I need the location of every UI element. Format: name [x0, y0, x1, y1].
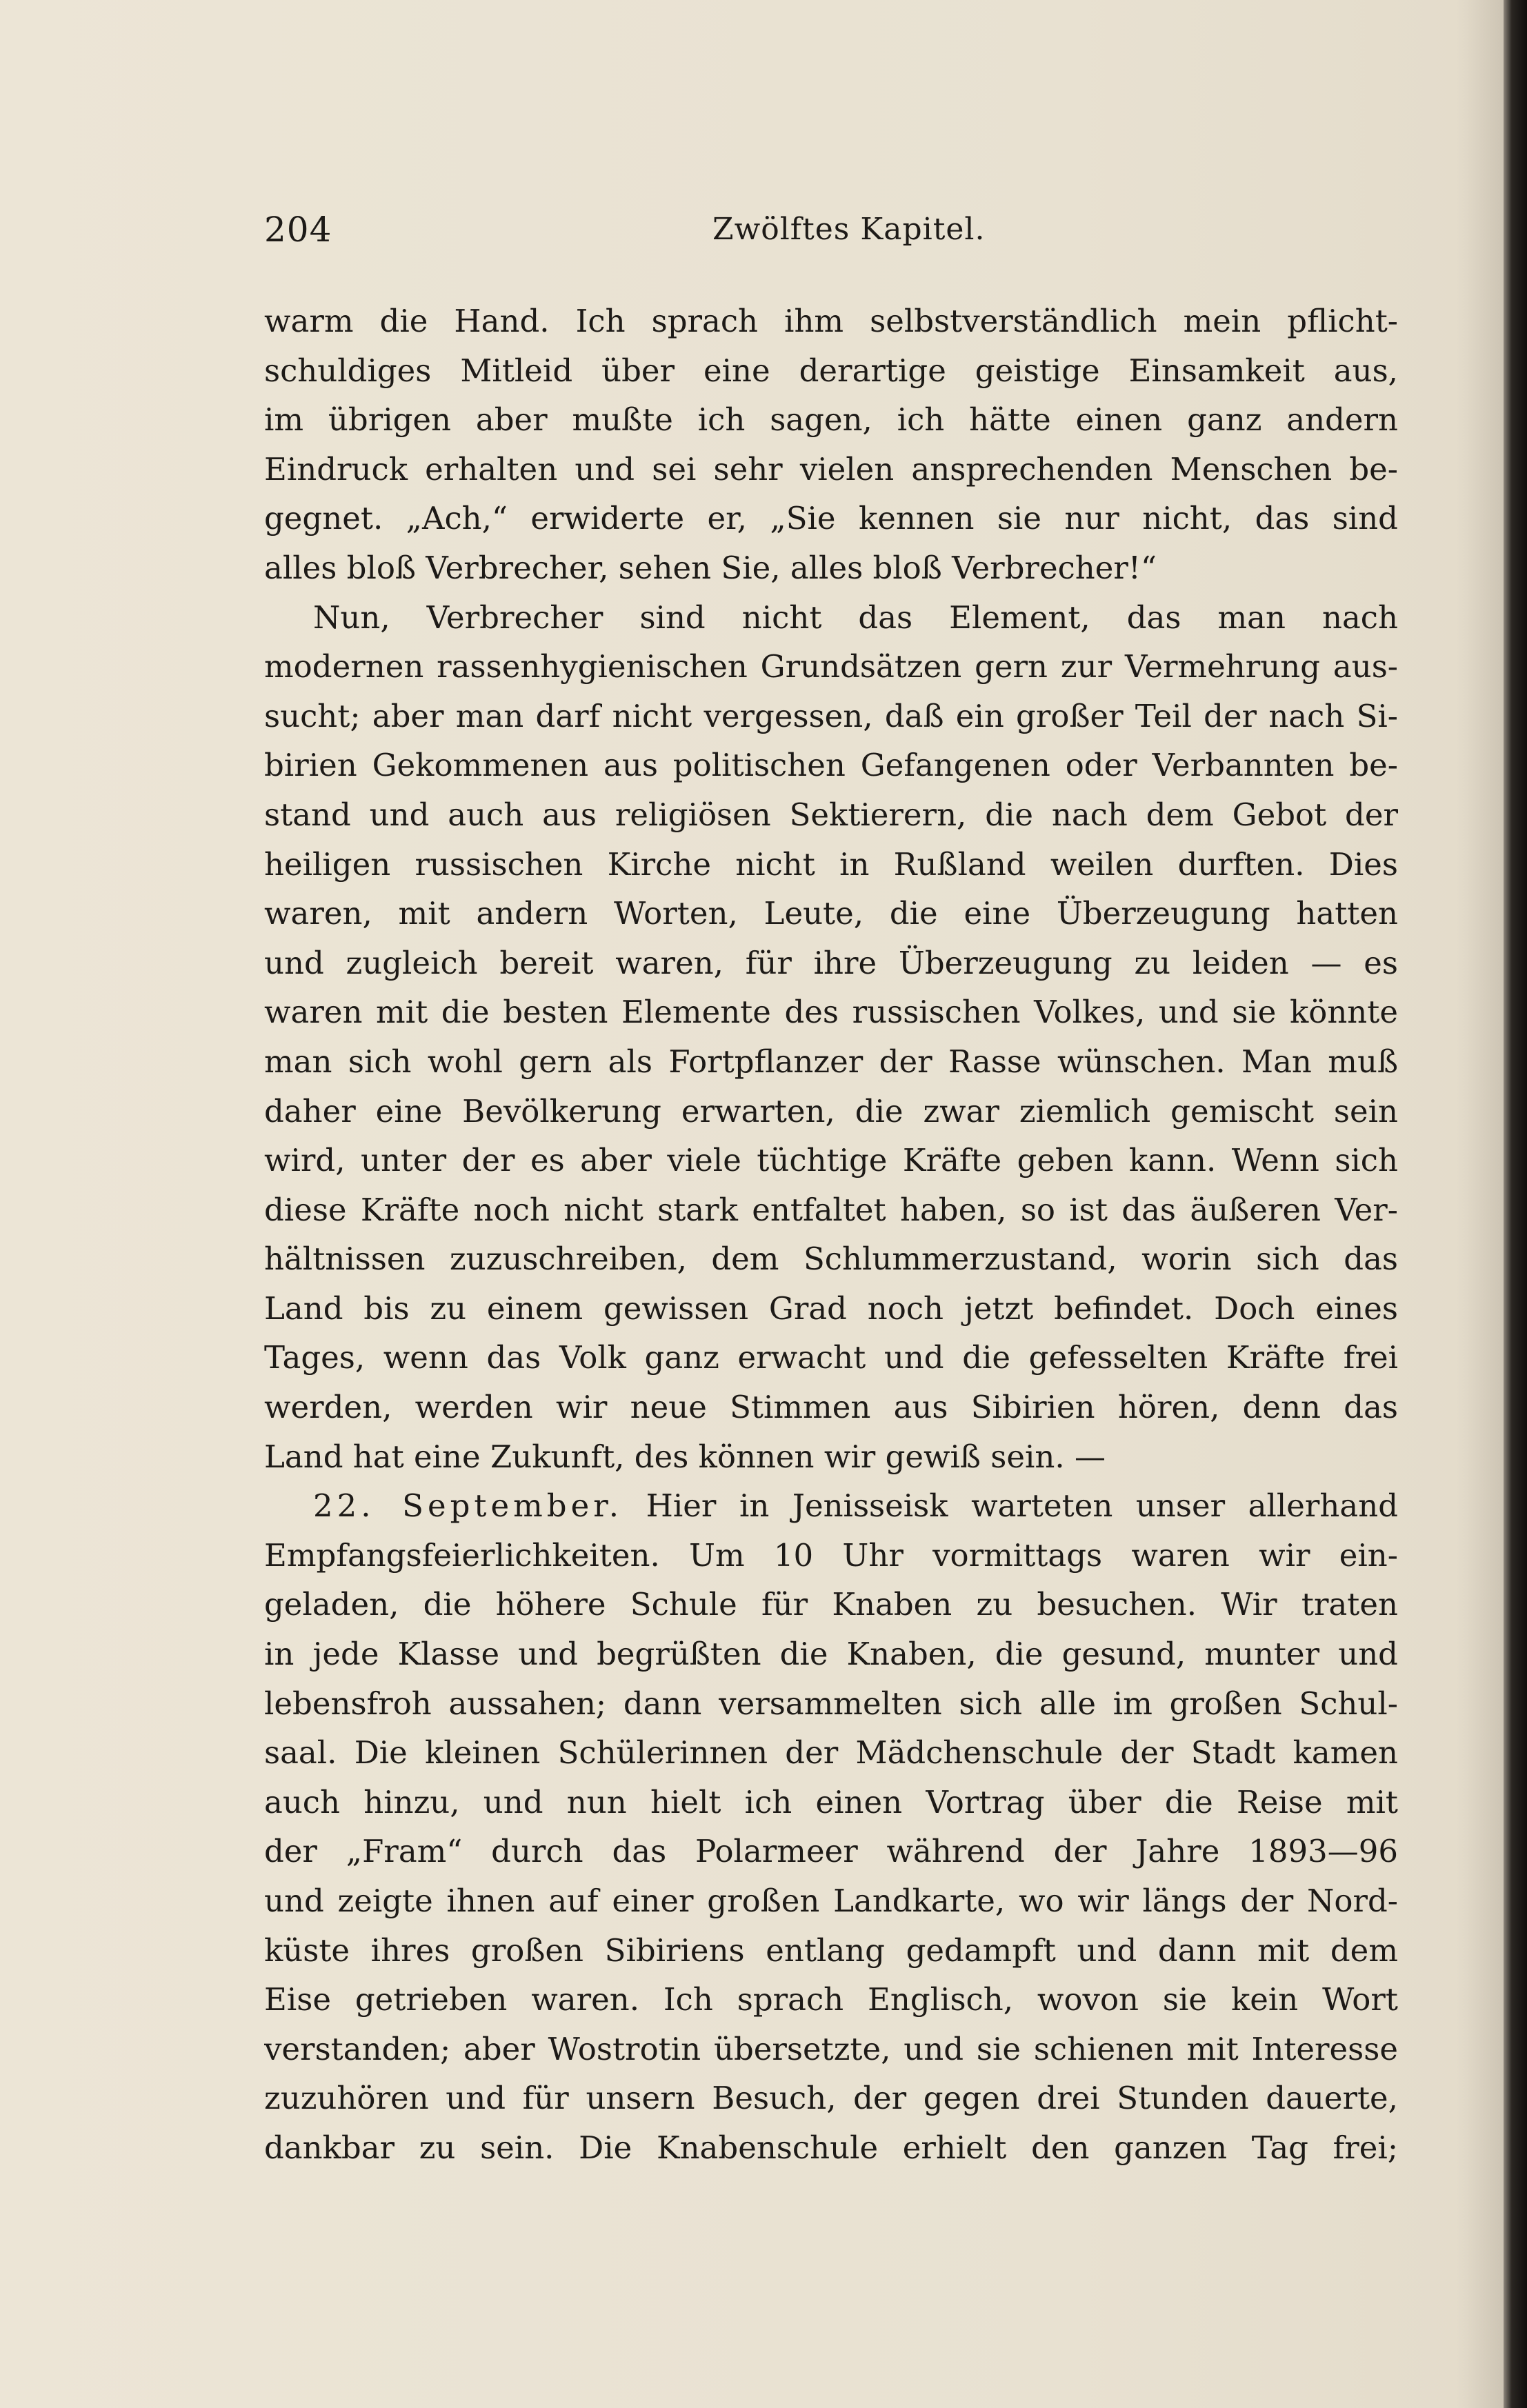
page-number: 204 [264, 210, 332, 250]
body-text [264, 297, 1398, 2173]
text-line: schuldiges Mitleid über eine derartige geistige Einsamkeit aus, [264, 352, 1398, 389]
text-line: in jede Klasse und begrüßten die Knaben, die gesund, munter und [264, 1636, 1398, 1673]
text-line: Hier in Jenisseisk warteten unser allerhand [646, 1487, 1398, 1525]
running-head: Zwölftes Kapitel. [712, 212, 986, 247]
text-line: heiligen russischen Kirche nicht in Rußland weilen durften. Dies [264, 845, 1398, 883]
text-line: man sich wohl gern als Fortpflanzer der Rasse wünschen. Man muß [264, 1043, 1398, 1080]
text-line: verstanden; aber Wostrotin übersetzte, und sie schienen mit Interesse [264, 2030, 1398, 2067]
text-line: alles bloß Verbrecher, sehen Sie, alles bloß Verbrecher!“ [264, 549, 1157, 586]
text-line: zuzuhören und für unsern Besuch, der gegen drei Stunden dauerte, [264, 2080, 1398, 2117]
text-line: saal. Die kleinen Schülerinnen der Mädchenschule der Stadt kamen [264, 1734, 1398, 1772]
text-line: warm die Hand. Ich sprach ihm selbstverständlich mein pflicht- [264, 303, 1398, 339]
text-line: modernen rassenhygienischen Grundsätzen gern zur Vermehrung aus- [264, 648, 1398, 685]
text-line: stand und auch aus religiösen Sektierern, die nach dem Gebot der [264, 796, 1398, 833]
text-line: waren mit die besten Elemente des russischen Volkes, und sie könnte [264, 994, 1398, 1031]
text-line: geladen, die höhere Schule für Knaben zu besuchen. Wir traten [264, 1586, 1398, 1623]
text-line: hältnissen zuzuschreiben, dem Schlummerzustand, worin sich das [264, 1241, 1398, 1278]
text-line: lebensfroh aussahen; dann versammelten sich alle im großen Schul- [264, 1685, 1398, 1722]
text-line: der „Fram“ durch das Polarmeer während der Jahre 1893—96 [264, 1833, 1398, 1870]
text-line: waren, mit andern Worten, Leute, die eine Überzeugung hatten [264, 895, 1398, 932]
text-line: werden, werden wir neue Stimmen aus Sibirien hören, denn das [264, 1389, 1398, 1426]
text-line: sucht; aber man darf nicht vergessen, daß ein großer Teil der nach Si- [264, 697, 1398, 734]
text-line: gegnet. „Ach,“ erwiderte er, „Sie kennen sie nur nicht, das sind [264, 500, 1398, 537]
text-line: Eise getrieben waren. Ich sprach Englisch, wovon sie kein Wort [264, 1981, 1398, 2018]
text-line: küste ihres großen Sibiriens entlang gedampft und dann mit dem [264, 1932, 1398, 1969]
text-line: und zugleich bereit waren, für ihre Überzeugung zu leiden — es [264, 944, 1398, 981]
text-line: im übrigen aber mußte ich sagen, ich hätte einen ganz andern [264, 401, 1398, 439]
book-edge [1504, 0, 1527, 2408]
text-line: auch hinzu, und nun hielt ich einen Vortrag über die Reise mit [264, 1783, 1398, 1820]
text-line: wird, unter der es aber viele tüchtige Kräfte geben kann. Wenn sich [264, 1142, 1398, 1179]
text-line: diese Kräfte noch nicht stark entfaltet haben, so ist das äußeren Ver- [264, 1191, 1398, 1228]
text-line: birien Gekommenen aus politischen Gefangenen oder Verbannten be- [264, 747, 1398, 784]
text-line: Nun, Verbrecher sind nicht das Element, das man nach [313, 599, 1398, 636]
text-line: und zeigte ihnen auf einer großen Landkarte, wo wir längs der Nord- [264, 1883, 1398, 1919]
date-heading: 22. September. [313, 1487, 623, 1525]
text-line: daher eine Bevölkerung erwarten, die zwar ziemlich gemischt sein [264, 1092, 1398, 1130]
text-line: Eindruck erhalten und sei sehr vielen ansprechenden Menschen be- [264, 450, 1398, 488]
date-paragraph-line [264, 1481, 1398, 1531]
text-line: dankbar zu sein. Die Knabenschule erhielt den ganzen Tag frei; [264, 2129, 1398, 2166]
text-line: Tages, wenn das Volk ganz erwacht und die gefesselten Kräfte frei [264, 1339, 1398, 1376]
text-line: Land bis zu einem gewissen Grad noch jetzt befindet. Doch eines [264, 1290, 1398, 1327]
page-header [264, 205, 1398, 254]
text-line: Empfangsfeierlichkeiten. Um 10 Uhr vormittags waren wir ein- [264, 1536, 1398, 1574]
page-gutter-shadow [1455, 0, 1504, 2408]
text-line: Land hat eine Zukunft, des können wir gewiß sein. — [264, 1438, 1106, 1475]
